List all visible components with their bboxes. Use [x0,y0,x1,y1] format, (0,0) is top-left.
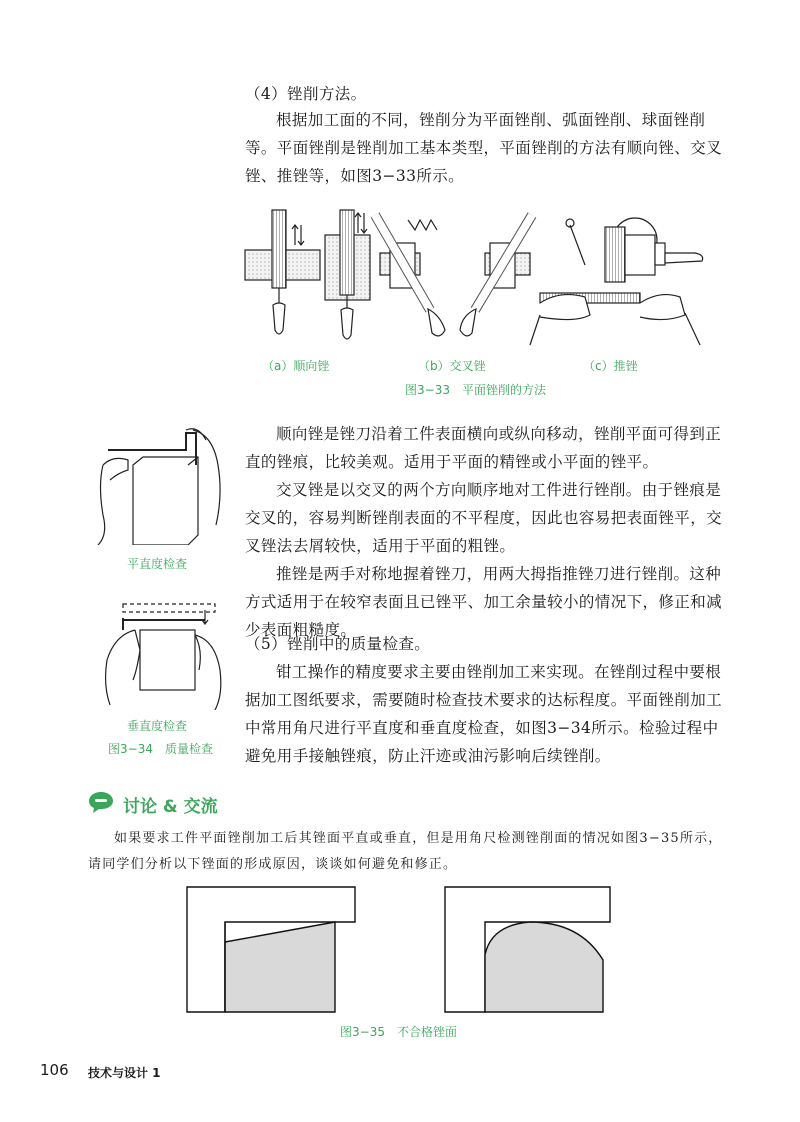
figure-3-33-sub-b: （b）交叉锉 [418,359,486,373]
figure-3-34-caption: 图3−34 质量检查 [108,742,213,756]
method-parallel-paragraph: 顺向锉是锉刀沿着工件表面横向或纵向移动，锉削平面可得到正直的锉痕，比较美观。适用于平面的精锉或小平面的锉平。 [245,425,722,471]
label-flatness-check: 平直度检查 [127,557,188,571]
verticality-check-illustration [95,600,230,710]
file-sketch-c [530,218,703,345]
chat-bubble-icon [88,790,114,814]
figure-3-33-sub-c: （c）推锉 [583,359,638,373]
method-push-paragraph: 推锉是两手对称地握着锉刀，用两大拇指推锉刀进行锉削。这种方式适用于在较窄表面且已锉平、加工余量较小的情况下，修正和减少表面粗糙度。 [245,565,723,639]
figure-3-33-illustration [240,205,720,350]
figure-3-35-caption: 图3−35 不合格锉面 [340,1025,457,1039]
section4-heading [245,80,725,108]
figure-3-33-sub-a: （a）顺向锉 [262,359,330,373]
file-sketch-a [245,210,370,339]
method-cross-paragraph: 交叉锉是以交叉的两个方向顺序地对工件进行锉削。由于锉痕是交叉的，容易判断锉削表面的不平程度，因此也容易把表面锉平，交叉锉法去屑较快，适用于平面的粗锉。 [245,481,723,555]
flatness-check-illustration [88,425,228,545]
section4-paragraph: 根据加工面的不同，锉削分为平面锉削、弧面锉削、球面锉削等。平面锉削是锉削加工基本类型，平面锉削的方法有顺向锉、交叉锉、推锉等，如图3−33所示。 [245,111,723,185]
label-verticality-check: 垂直度检查 [127,719,188,733]
section5-heading-text: （5）锉削中的质量检查。 [245,635,431,653]
book-title: 技术与设计 1 [88,1066,161,1080]
section4-heading-text: （4）锉削方法。 [245,85,367,103]
discussion-title: 讨论 & 交流 [123,797,218,817]
section5-paragraph: 钳工操作的精度要求主要由锉削加工来实现。在锉削过程中要根据加工图纸要求，需要随时检查技术要求的达标程度。平面锉削加工中常用角尺进行平直度和垂直度检查，如图3−34所示。检验过程中避免用手接触锉痕，防止汗迹或油污影响后续锉削。 [245,663,723,765]
figure-3-33-caption: 图3−33 平面锉削的方法 [405,383,546,397]
discussion-body: 如果要求工件平面锉削加工后其锉面平直或垂直，但是用角尺检测锉削面的情况如图3−35所示，请同学们分析以下锉面的形成原因，谈谈如何避免和修正。 [88,831,723,872]
figure-3-35-illustration [185,885,615,1015]
file-sketch-b [375,215,532,336]
section5-heading [245,630,725,658]
page-number: 106 [40,1061,69,1079]
